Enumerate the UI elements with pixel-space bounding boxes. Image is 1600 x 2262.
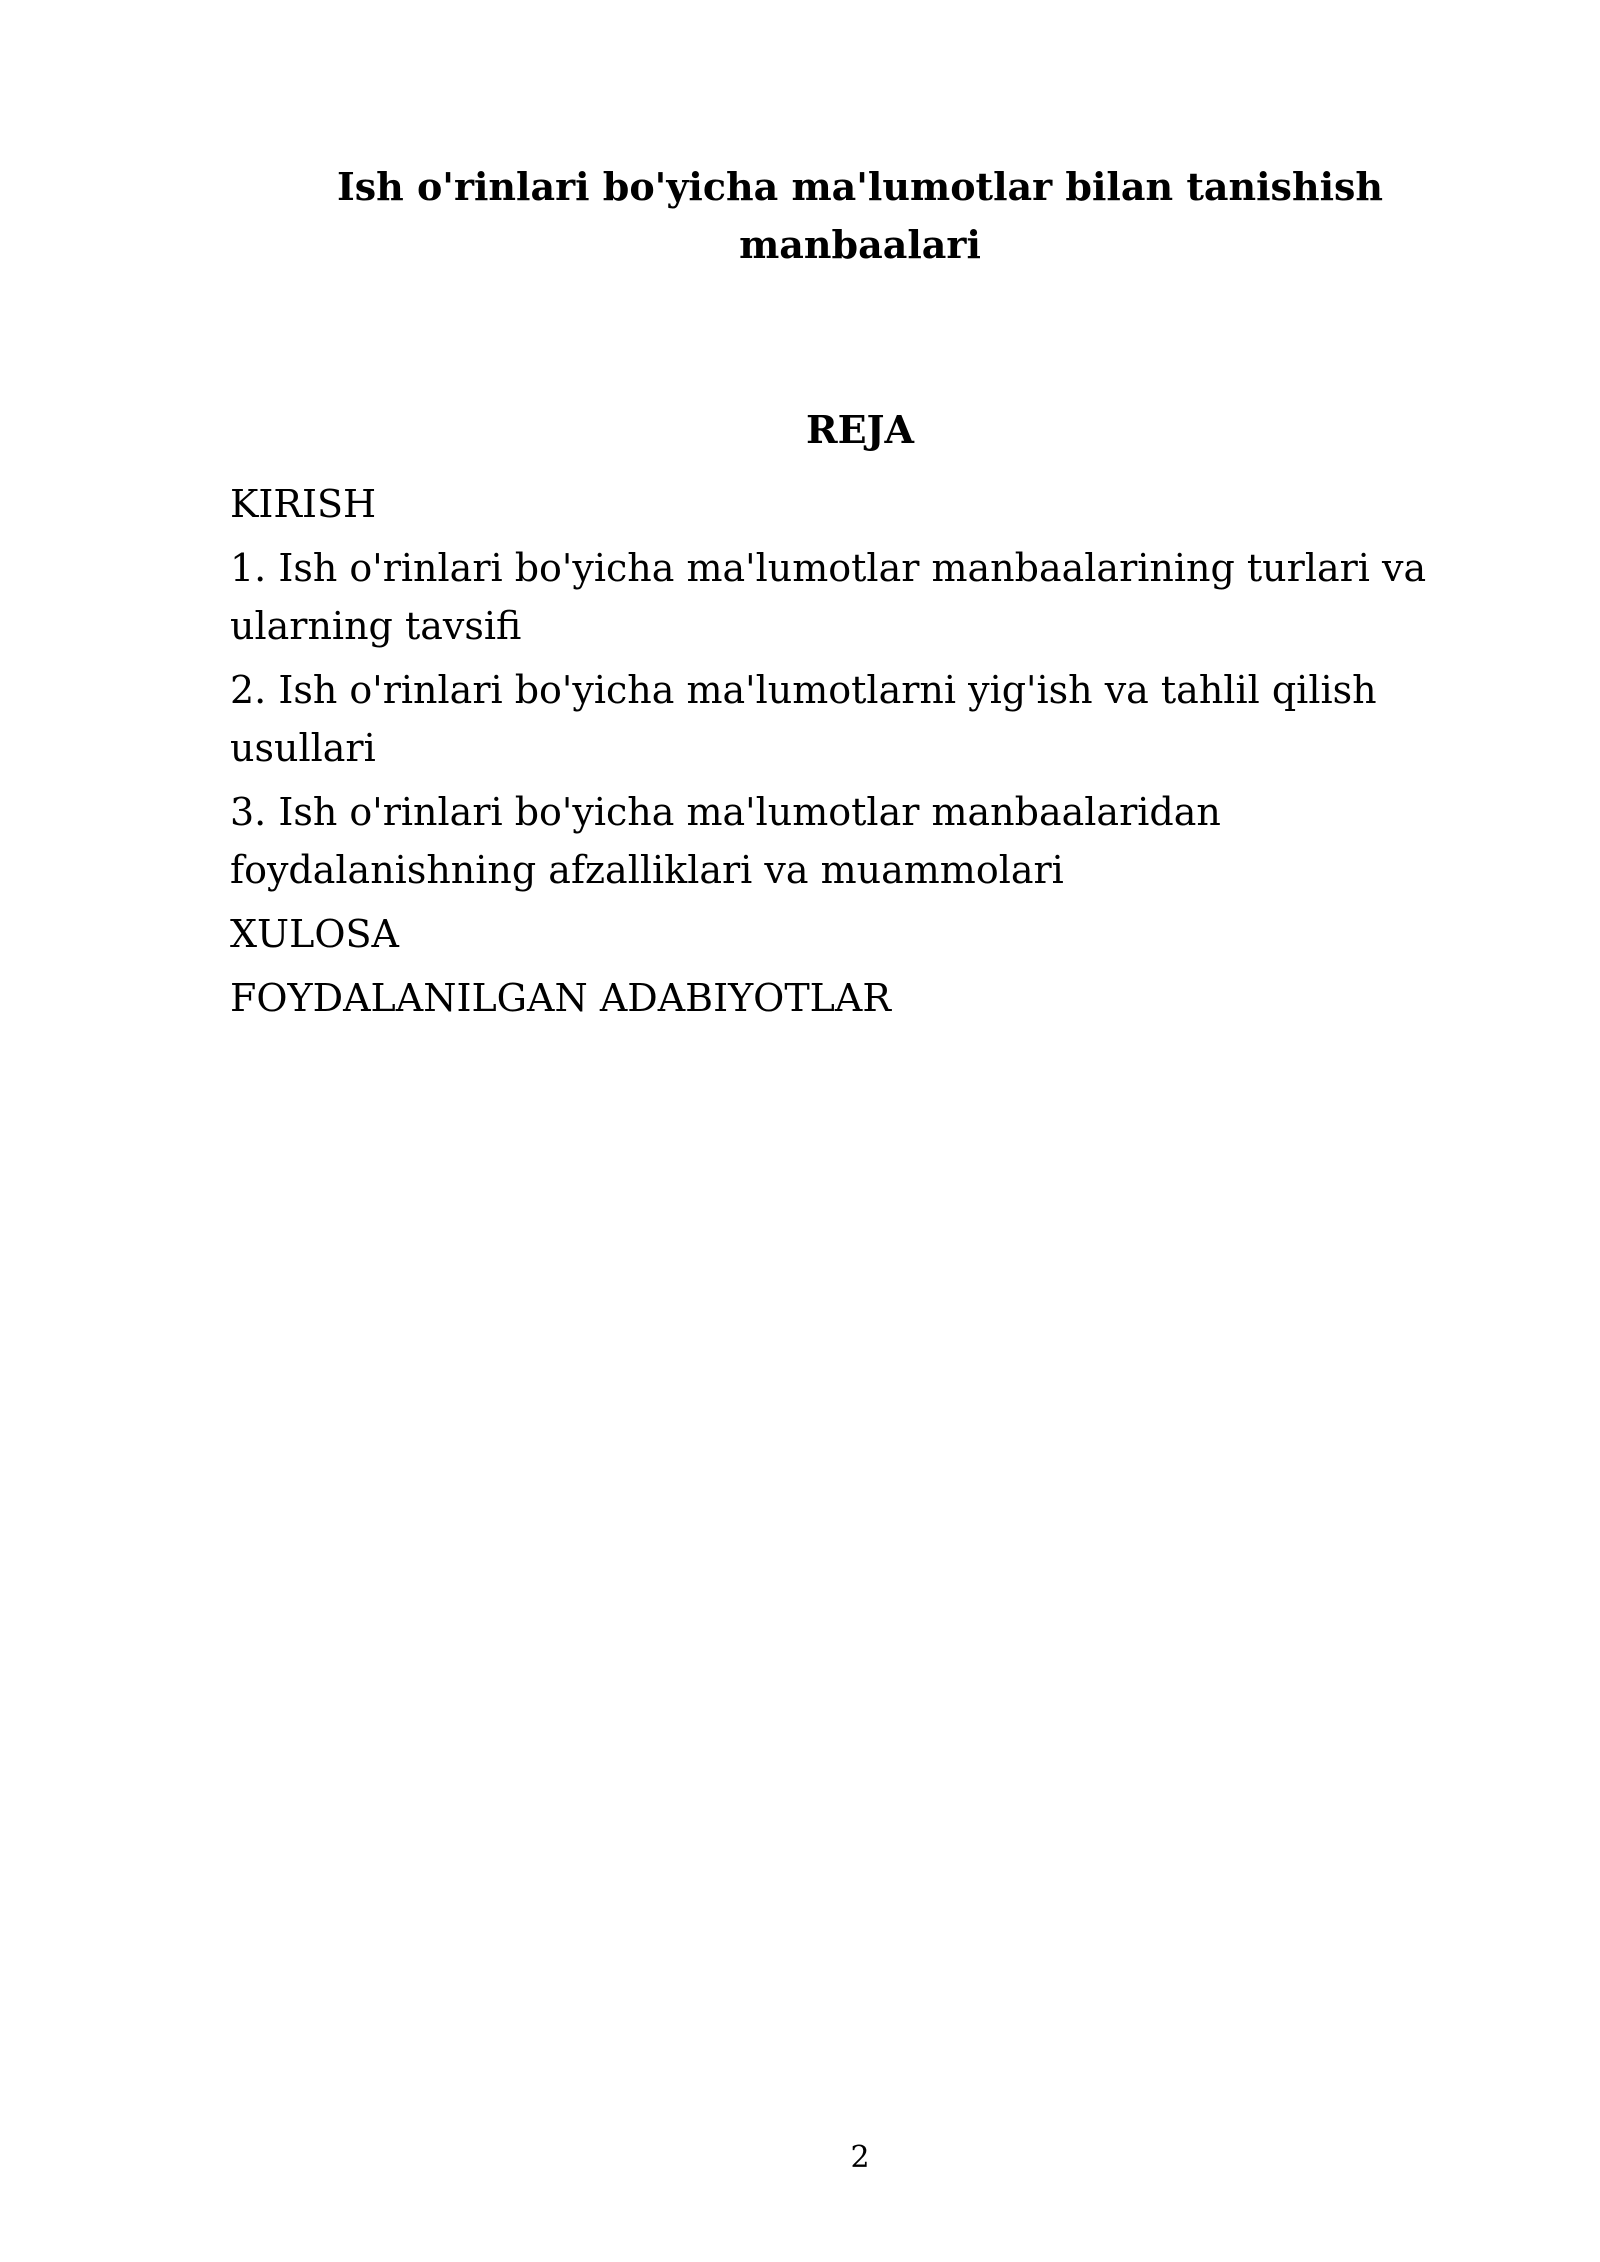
plan-item-introduction: KIRISH xyxy=(230,482,377,526)
page-number: 2 xyxy=(850,2140,870,2175)
plan-heading: REJA xyxy=(805,407,914,452)
plan-item-references: FOYDALANILGAN ADABIYOTLAR xyxy=(230,976,891,1020)
plan-item-3: 3. Ish o'rinlari bo'yicha ma'lumotlar manbaalaridan foydalanishning afzalliklari va muammolari xyxy=(230,790,1221,892)
document-title: Ish o'rinlari bo'yicha ma'lumotlar bilan tanishish manbaalari xyxy=(336,164,1384,267)
plan-item-2: 2. Ish o'rinlari bo'yicha ma'lumotlarni yig'ish va tahlil qilish usullari xyxy=(230,668,1377,770)
plan-list xyxy=(230,475,1450,1033)
plan-item-1: 1. Ish o'rinlari bo'yicha ma'lumotlar manbaalarining turlari va ularning tavsifi xyxy=(230,546,1427,648)
plan-item-conclusion: XULOSA xyxy=(230,912,399,956)
